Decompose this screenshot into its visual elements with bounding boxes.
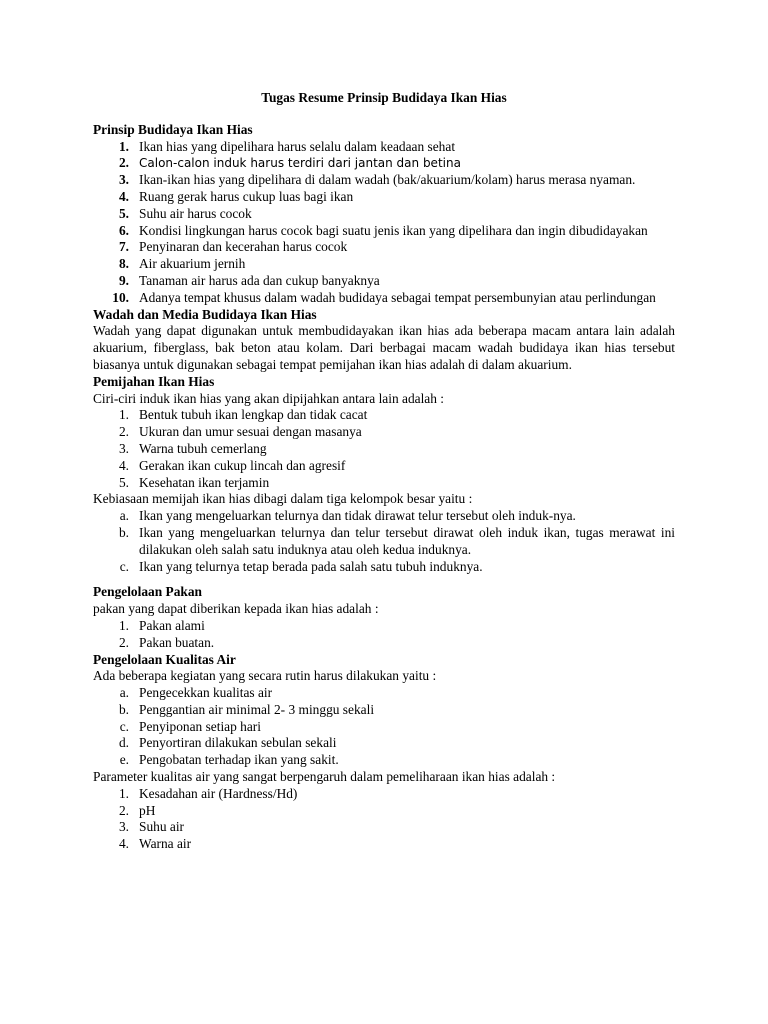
list-item: d. Penyortiran dilakukan sebulan sekali xyxy=(118,735,337,751)
list-item: 2. pH xyxy=(118,802,156,818)
list-item: 1. Bentuk tubuh ikan lengkap dan tidak cacat xyxy=(118,407,368,423)
list-item: 2. Calon-calon induk harus terdiri dari jantan dan betina xyxy=(118,155,461,171)
heading-prinsip: Prinsip Budidaya Ikan Hias xyxy=(93,121,253,137)
list-item: 3. Ikan-ikan hias yang dipelihara di dalam wadah (bak/akuarium/kolam) harus merasa nyaman. xyxy=(118,172,636,188)
list-item: 2. Pakan buatan. xyxy=(118,634,215,650)
document-title: Tugas Resume Prinsip Budidaya Ikan Hias xyxy=(261,90,507,105)
list-item: 3. Suhu air xyxy=(118,819,185,835)
list-item: 3. Warna tubuh cemerlang xyxy=(118,440,267,456)
list-prinsip xyxy=(93,139,675,307)
list-item: 4. Ruang gerak harus cukup luas bagi ikan xyxy=(118,188,354,204)
list-item: b. Ikan yang mengeluarkan telurnya dan telur tersebut dirawat oleh induk ikan, tugas merawat ini dilakukan oleh salah satu induknya atau oleh kedua induknya. xyxy=(118,524,675,557)
heading-pemijahan: Pemijahan Ikan Hias xyxy=(93,373,215,389)
list-item: 5. Kesehatan ikan terjamin xyxy=(118,474,270,490)
list-kegiatan xyxy=(93,685,675,769)
list-parameter xyxy=(93,786,675,853)
heading-kualitas-air: Pengelolaan Kualitas Air xyxy=(93,651,236,667)
list-item: 6. Kondisi lingkungan harus cocok bagi suatu jenis ikan yang dipelihara dan ingin dibudidayakan xyxy=(118,222,648,238)
list-item: a. Pengecekkan kualitas air xyxy=(119,685,273,701)
list-item: c. Penyiponan setiap hari xyxy=(119,718,261,734)
list-item: 1. Pakan alami xyxy=(118,617,205,633)
list-ciri-induk xyxy=(93,407,675,491)
list-item: 4. Warna air xyxy=(118,836,192,852)
list-item: 1. Kesadahan air (Hardness/Hd) xyxy=(118,785,298,801)
list-item: 4. Gerakan ikan cukup lincah dan agresif xyxy=(118,457,346,473)
list-pakan xyxy=(93,618,675,652)
paragraph-kebiasaan-intro: Kebiasaan memijah ikan hias dibagi dalam tiga kelompok besar yaitu : xyxy=(93,491,473,507)
list-item: e. Pengobatan terhadap ikan yang sakit. xyxy=(119,752,339,768)
heading-wadah: Wadah dan Media Budidaya Ikan Hias xyxy=(93,306,317,322)
paragraph-wadah: Wadah yang dapat digunakan untuk membudidayakan ikan hias ada beberapa macam antara lain adalah akuarium, fiberglass, bak beton atau kolam. Dari berbagai macam wadah budidaya ikan hias tersebut biasanya untuk digunakan sebagai tempat pemijahan ikan hias adalah di dalam akuarium. xyxy=(93,323,675,372)
paragraph-pakan-intro: pakan yang dapat diberikan kepada ikan hias adalah : xyxy=(93,601,379,617)
paragraph-kualitas-intro: Ada beberapa kegiatan yang secara rutin harus dilakukan yaitu : xyxy=(93,668,437,684)
list-item: 7. Penyinaran dan kecerahan harus cocok xyxy=(118,239,348,255)
list-item: 8. Air akuarium jernih xyxy=(118,256,246,272)
list-item: 1. Ikan hias yang dipelihara harus selalu dalam keadaan sehat xyxy=(118,138,456,154)
list-item: c. Ikan yang telurnya tetap berada pada salah satu tubuh induknya. xyxy=(119,558,483,574)
paragraph-pemijahan-intro: Ciri-ciri induk ikan hias yang akan dipijahkan antara lain adalah : xyxy=(93,390,445,406)
list-kebiasaan xyxy=(93,508,675,575)
list-item: 9. Tanaman air harus ada dan cukup banyaknya xyxy=(118,272,380,288)
list-item: 5. Suhu air harus cocok xyxy=(118,205,252,221)
heading-pakan: Pengelolaan Pakan xyxy=(93,584,202,600)
list-item: 10. Adanya tempat khusus dalam wadah budidaya sebagai tempat persembunyian atau perlindungan xyxy=(112,289,656,305)
paragraph-parameter-intro: Parameter kualitas air yang sangat berpengaruh dalam pemeliharaan ikan hias adalah : xyxy=(93,769,556,785)
list-item: a. Ikan yang mengeluarkan telurnya dan tidak dirawat telur tersebut oleh induk-nya. xyxy=(119,508,576,524)
list-item: b. Penggantian air minimal 2- 3 minggu sekali xyxy=(118,701,375,717)
list-item: 2. Ukuran dan umur sesuai dengan masanya xyxy=(118,424,362,440)
